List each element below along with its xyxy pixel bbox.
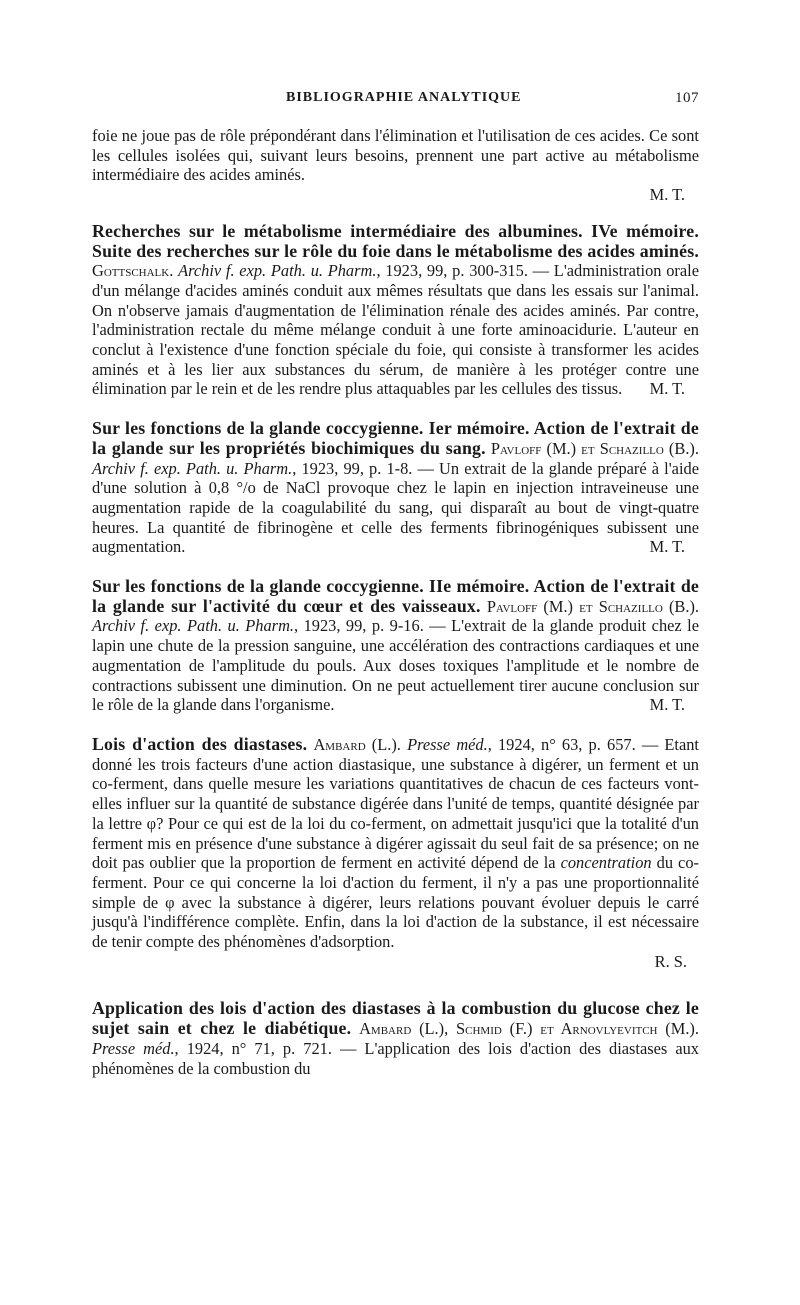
entry-ref: , 1923, 99, p. 300-315. <box>376 261 528 281</box>
reviewer-initials: M. T. <box>649 379 685 399</box>
entry-author: Ambard (L.). <box>313 734 401 754</box>
entry-text: — Un extrait de la glande préparé à l'aide d'une solution à 0,8 °/o de NaCl provoque chez le lapin en injection intraveineuse une augmentation rapide de la coagulabilité du sang, qui disparaît au bout de vingt-quatre heures. La quantité de fibrinogène et celle des ferments fibrinogéniques subissent une augmentation. <box>92 458 699 557</box>
page-number: 107 <box>675 90 699 106</box>
entry-diastases <box>92 735 699 971</box>
running-head <box>92 90 699 112</box>
entry-text: — L'application des lois d'action des diastases aux phénomènes de la combustion du <box>92 1038 699 1078</box>
entry-author: Pavloff (M.) et Schazillo (B.). <box>486 596 699 616</box>
entry-source: Archiv f. exp. Path. u. Pharm. <box>178 261 377 281</box>
entry-author: Gottschalk. <box>92 261 174 281</box>
entry-body <box>92 577 699 715</box>
entry-ref: , 1923, 99, p. 9-16. <box>294 616 424 636</box>
entry-body <box>92 735 699 952</box>
entry-combustion <box>92 999 699 1078</box>
entry-source: Archiv f. exp. Path. u. Pharm. <box>92 458 293 478</box>
entry-title: Sur les fonctions de la glande coccygienne. Ier mémoire. Action de l'extrait de la glande sur les propriétés biochimiques du sang. <box>92 418 699 458</box>
entry-body <box>92 419 699 557</box>
reviewer-initials: M. T. <box>649 185 685 205</box>
entry-author: Ambard (L.), Schmid (F.) et Arnovlyevitch (M.). <box>359 1019 699 1039</box>
entry-ref: , 1924, n° 63, p. 657. <box>487 734 636 754</box>
entry-author: Pavloff (M.) et Schazillo (B.). <box>490 438 699 458</box>
entry-title: Lois d'action des diastases. <box>92 733 308 754</box>
entry-text: du co-ferment. Pour ce qui concerne la loi d'action du ferment, il n'y a pas une proportionnalité simple de φ avec la substance à digérer, leurs relations pouvant évoluer depuis le carré jusqu'à l'indifférence complète. Enfin, dans la loi d'action de la substance, il est nécessaire de tenir compte des phénomènes d'adsorption. <box>92 853 699 952</box>
entry-coccygienne-1 <box>92 419 699 557</box>
page-body <box>92 126 699 1078</box>
entry-title: Application des lois d'action des diastases à la combustion du glucose chez le sujet sain et chez le diabétique. <box>92 998 699 1039</box>
running-title: BIBLIOGRAPHIE ANALYTIQUE <box>286 90 522 105</box>
entry-text: — L'extrait de la glande produit chez le lapin une chute de la pression sanguine, une accélération des contractions cardiaques et une augmentation de l'amplitude du pouls. Aux doses toxiques l'amplitude et le nombre de contractions subissent une diminution. On ne peut actuellement tirer aucune conclusion sur le rôle de la glande dans l'organisme. <box>92 616 699 715</box>
entry-body <box>92 126 699 185</box>
entry-body <box>92 999 699 1078</box>
entry-text: — Etant donné les trois facteurs d'une action diastasique, une substance à digérer, un ferment et un co-ferment, dans quelle mesure les variations quantitatives de chacun de ces facteurs vont-elles influer sur la quantité de substance digérée dans l'unité de temps, quantité désignée par la lettre φ? Pour ce qui est de la loi du co-ferment, on admettait jusqu'ici que la totalité d'un ferment mis en présence d'une substance à digérer agissait du seul fait de sa présence; on ne doit pas oublier que la proportion de ferment en activité dépend de la <box>92 734 699 873</box>
reviewer-initials: M. T. <box>649 537 685 557</box>
entry-ref: , 1924, n° 71, p. 721. <box>174 1038 332 1058</box>
entry-emphasis: concentration <box>560 853 652 873</box>
entry-title: Sur les fonctions de la glande coccygienne. IIe mémoire. Action de l'extrait de la glande sur l'activité du cœur et des vaisseaux. <box>92 576 699 616</box>
entry-continuation <box>92 126 699 205</box>
reviewer-initials: R. S. <box>654 951 687 971</box>
entry-source: Presse méd. <box>407 734 488 754</box>
entry-source: Presse méd. <box>92 1038 175 1058</box>
entry-text: — L'administration orale d'un mélange d'acides aminés conduit aux mêmes résultats que dans les essais sur l'animal. On n'observe jamais d'augmentation de l'élimination rénale des acides aminés. Par contre, l'administration rectale du même mélange conduit à une forte aminoacidurie. L'auteur en conclut à l'existence d'une fonction spéciale du foie, qui consiste à transformer les acides aminés et à les lier aux substances du sérum, de manière à les protéger contre une élimination par le rein et de les rendre plus attaquables par les cellules des tissus. <box>92 261 699 399</box>
entry-gottschalk <box>92 222 699 399</box>
entry-coccygienne-2 <box>92 577 699 715</box>
entry-ref: , 1923, 99, p. 1-8. <box>292 458 413 478</box>
entry-title: Recherches sur le métabolisme intermédiaire des albumines. IVe mémoire. Suite des recherches sur le rôle du foie dans le métabolisme des acides aminés. <box>92 220 699 261</box>
entry-source: Archiv f. exp. Path. u. Pharm. <box>92 616 294 636</box>
reviewer-initials: M. T. <box>649 695 685 715</box>
entry-text: foie ne joue pas de rôle prépondérant dans l'élimination et l'utilisation de ces acides. Ce sont les cellules isolées qui, suivant leurs besoins, prennent une part active au métabolisme intermédiaire des acides aminés. <box>92 126 699 185</box>
entry-body <box>92 222 699 399</box>
